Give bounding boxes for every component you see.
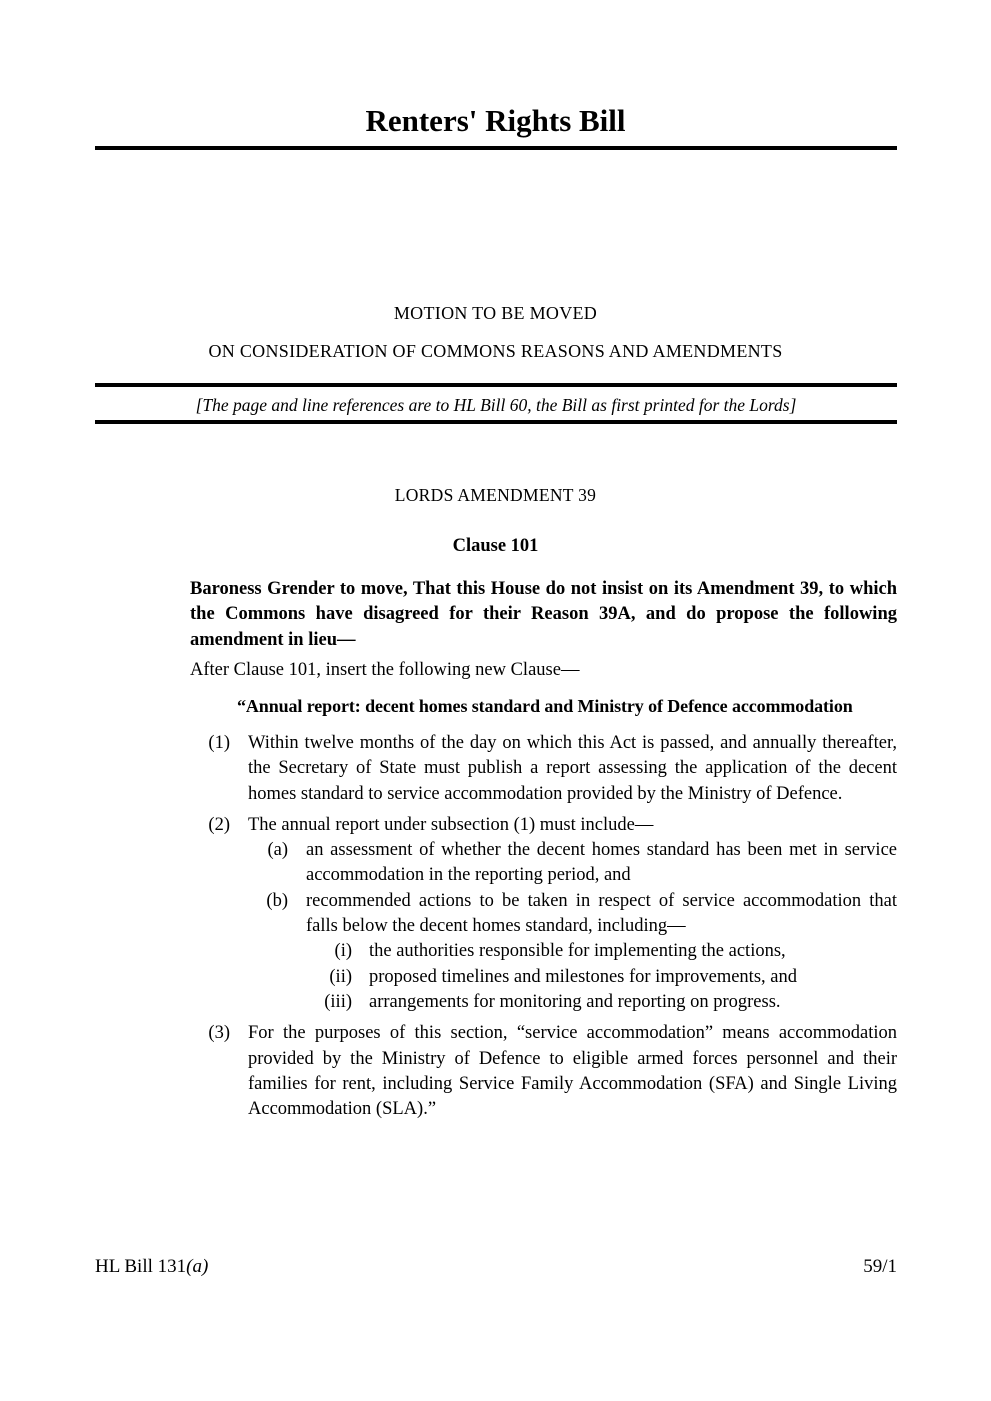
provision-2b (248, 889, 897, 1015)
page-title: Renters' Rights Bill (365, 103, 626, 138)
footer-bill-number (95, 1256, 208, 1278)
provision-2b-text: recommended actions to be taken in respect of service accommodation that falls below the decent homes standard, including— (306, 890, 897, 937)
motion-heading: MOTION TO BE MOVED (393, 303, 598, 323)
provision-2b-ii-number: (ii) (329, 966, 352, 987)
footer-page-ref: 59/1 (863, 1256, 897, 1277)
provision-1 (190, 731, 897, 807)
provision-2b-ii (306, 965, 897, 990)
reference-note-bottom-rule (95, 420, 897, 424)
new-clause-title: “Annual report: decent homes standard and Ministry of Defence accommodation (237, 696, 853, 716)
provision-2a (248, 838, 897, 889)
provisions (190, 731, 897, 1122)
provision-2a-number: (a) (267, 840, 288, 861)
provision-2-text: The annual report under subsection (1) must include— (248, 814, 654, 835)
provision-1-text: Within twelve months of the day on which this Act is passed, and annually thereafter, the Secretary of State must publish a report assessing the application of the decent homes standard to service accommodation provided by the Ministry of Defence. (248, 733, 897, 804)
provision-2b-i-number: (i) (334, 941, 352, 962)
provision-2b-number: (b) (266, 890, 288, 911)
footer-bill-number-suffix: (a) (186, 1256, 209, 1277)
consideration-heading: ON CONSIDERATION OF COMMONS REASONS AND AMENDMENTS (208, 341, 783, 361)
reference-note-top-rule (95, 383, 897, 387)
provision-2-body (248, 813, 897, 1015)
provision-3 (190, 1021, 897, 1122)
provision-2a-text: an assessment of whether the decent homes standard has been met in service accommodation in the reporting period, and (306, 840, 897, 886)
instruction-text: After Clause 101, insert the following new Clause— (190, 660, 580, 680)
provision-2b-i-text: the authorities responsible for implementing the actions, (369, 941, 786, 962)
provision-3-text: For the purposes of this section, “service accommodation” means accommodation provided by the Ministry of Defence to eligible armed forces personnel and their families for rent, including Service Family Accommodation (SFA) and Single Living Accommodation (SLA).” (248, 1023, 897, 1120)
clause-heading: Clause 101 (452, 536, 539, 556)
provision-1-number: (1) (208, 733, 230, 753)
provision-2 (190, 813, 897, 1015)
page-footer (95, 1256, 897, 1278)
provision-2b-iii (306, 990, 897, 1015)
provision-2b-ii-text: proposed timelines and milestones for improvements, and (369, 966, 797, 987)
lords-amendment-heading: LORDS AMENDMENT 39 (394, 485, 597, 505)
title-rule (95, 146, 897, 150)
provision-2-number: (2) (208, 814, 230, 835)
reference-note: [The page and line references are to HL Bill 60, the Bill as first printed for the Lords] (195, 395, 797, 415)
motion-text: Baroness Grender to move, That this House do not insist on its Amendment 39, to which the Commons have disagreed for their Reason 39A, and do propose the following amendment in lieu— (190, 579, 897, 650)
provision-2b-body (306, 889, 897, 1015)
provision-3-number: (3) (208, 1023, 230, 1044)
provision-2b-i (306, 939, 897, 964)
footer-bill-number-text: HL Bill 131 (95, 1256, 187, 1277)
provision-2b-iii-number: (iii) (324, 991, 352, 1012)
provision-2b-iii-text: arrangements for monitoring and reporting on progress. (369, 991, 781, 1012)
